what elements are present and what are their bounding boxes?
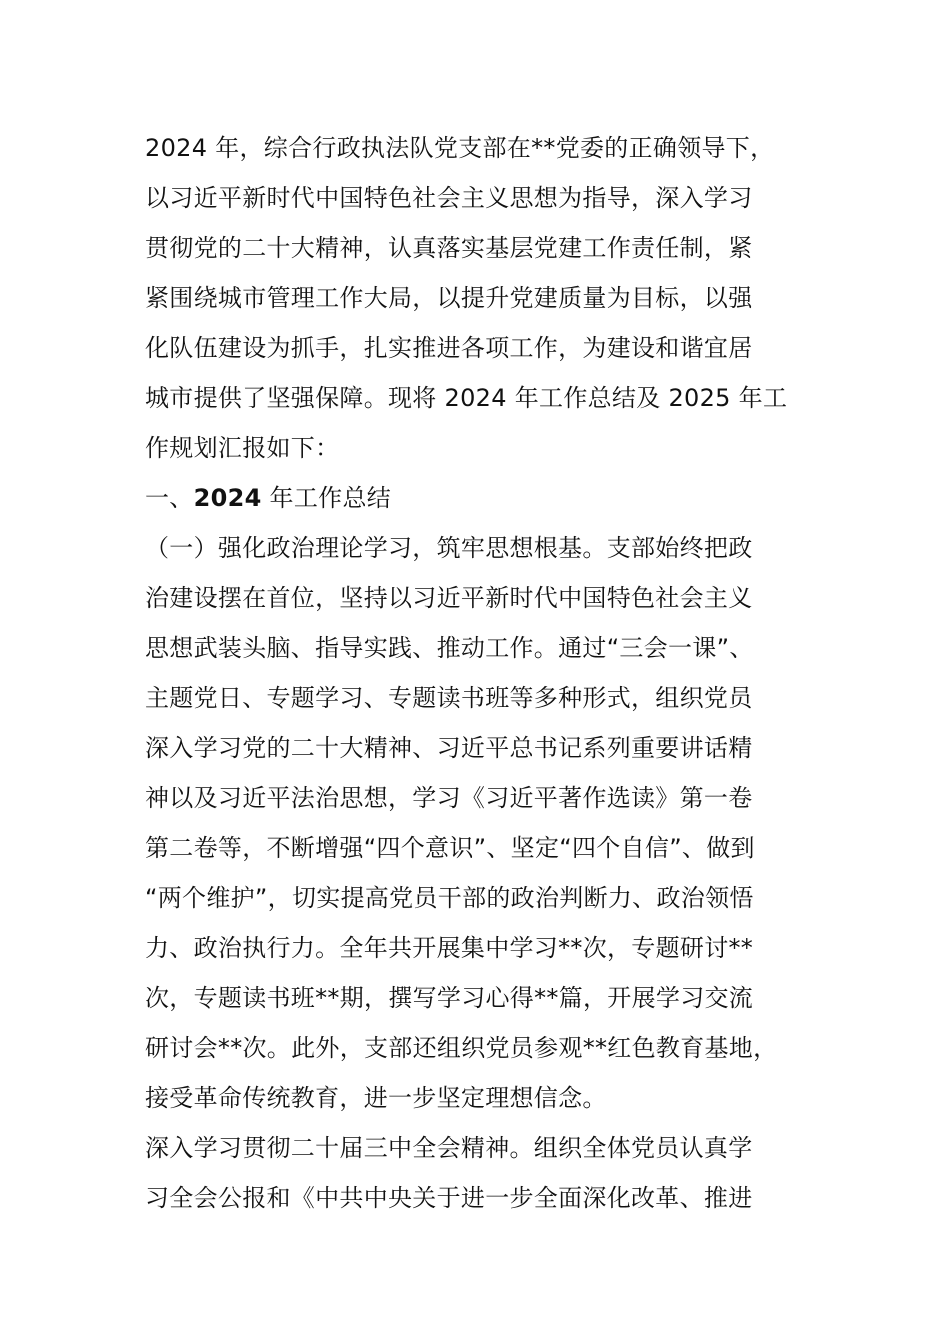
section-heading-suffix: 年工作总结 [261, 484, 392, 512]
section-heading [145, 473, 845, 523]
subsection-line-10: 次，专题读书班**期，撰写学习心得**篇，开展学习交流 [145, 984, 754, 1012]
subsection-line-2: 治建设摆在首位，坚持以习近平新时代中国特色社会主义 [145, 584, 753, 612]
subsection-line-1: （一）强化政治理论学习，筑牢思想根基。支部始终把政 [145, 534, 753, 562]
section-heading-year: 2024 [193, 484, 262, 512]
subsection-line-9: 力、政治执行力。全年共开展集中学习**次，专题研讨** [145, 934, 754, 962]
document-body [145, 123, 845, 1223]
subsection-line-11: 研讨会**次。此外，支部还组织党员参观**红色教育基地， [145, 1034, 778, 1062]
intro-line-6: 城市提供了坚强保障。现将 2024 年工作总结及 2025 年工 [145, 384, 788, 412]
subsection-line-8: “两个维护”，切实提高党员干部的政治判断力、政治领悟 [145, 884, 754, 912]
intro-line-3: 贯彻党的二十大精神，认真落实基层党建工作责任制，紧 [145, 234, 753, 262]
subsection-line-5: 深入学习党的二十大精神、习近平总书记系列重要讲话精 [145, 734, 753, 762]
subsection-line-7: 第二卷等，不断增强“四个意识”、坚定“四个自信”、做到 [145, 834, 755, 862]
subsection-line-4: 主题党日、专题学习、专题读书班等多种形式，组织党员 [145, 684, 753, 712]
subsection-line-3: 思想武装头脑、指导实践、推动工作。通过“三会一课”、 [145, 634, 754, 662]
next-para-line-2: 习全会公报和《中共中央关于进一步全面深化改革、推进 [145, 1184, 753, 1212]
section-heading-prefix: 一、 [145, 484, 194, 512]
intro-line-2: 以习近平新时代中国特色社会主义思想为指导，深入学习 [145, 184, 753, 212]
subsection-line-6: 神以及习近平法治思想，学习《习近平著作选读》第一卷 [145, 784, 753, 812]
subsection-line-12: 接受革命传统教育，进一步坚定理想信念。 [145, 1084, 607, 1112]
intro-line-4: 紧围绕城市管理工作大局，以提升党建质量为目标，以强 [145, 284, 753, 312]
intro-line-7: 作规划汇报如下： [145, 434, 340, 462]
next-para-line-1: 深入学习贯彻二十届三中全会精神。组织全体党员认真学 [145, 1134, 753, 1162]
intro-line-5: 化队伍建设为抓手，扎实推进各项工作，为建设和谐宜居 [145, 334, 753, 362]
intro-line-1: 2024 年，综合行政执法队党支部在**党委的正确领导下， [145, 134, 775, 162]
